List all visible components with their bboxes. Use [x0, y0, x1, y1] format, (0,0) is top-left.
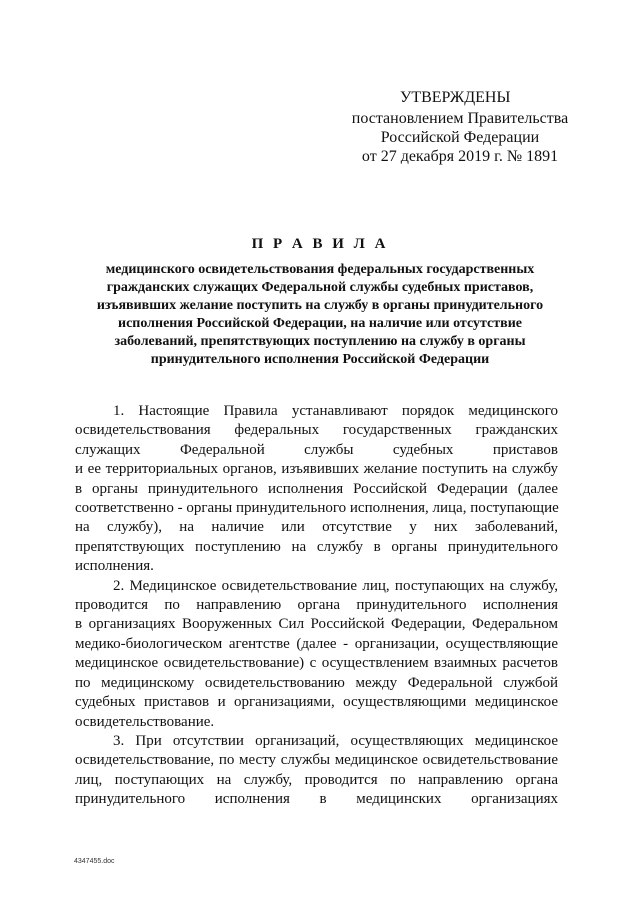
document-body: [75, 402, 558, 810]
text-line: в органы принудительного исполнения Российской Федерации (далее: [75, 480, 558, 497]
text-line: освидетельствование.: [75, 713, 215, 730]
text-line: 3. При отсутствии организаций, осуществляющих медицинское: [113, 732, 558, 749]
text-line: соответственно - органы принудительного исполнения, лица, поступающие: [75, 500, 559, 517]
subtitle-line: гражданских служащих Федеральной службы судебных приставов,: [106, 280, 534, 295]
text-line: 1. Настоящие Правила устанавливают порядок медицинского: [113, 403, 558, 419]
subtitle-line: изъявивших желание поступить на службу в органы принудительного: [96, 298, 544, 313]
text-line: препятствующих поступлению на службу в органы принудительного: [75, 538, 558, 555]
text-line: лиц, поступающих на службу, проводится по направлению органа: [75, 771, 558, 788]
document-title: П Р А В И Л А: [251, 236, 389, 252]
subtitle-line: медицинского освидетельствования федеральных государственных: [105, 262, 535, 277]
text-line: медико-биологическом агентстве (далее - организации, осуществляющие: [75, 635, 558, 652]
text-line: судебных приставов и организациями, осуществляющими медицинское: [75, 694, 558, 711]
text-line: освидетельствования федеральных государственных гражданских: [75, 422, 558, 439]
paragraph-3: [75, 732, 558, 810]
text-line: в организациях Вооруженных Сил Российской Федерации, Федеральном: [75, 616, 558, 633]
approved-title: УТВЕРЖДЕНЫ: [400, 89, 511, 106]
text-line: освидетельствование, по месту службы медицинское освидетельствование: [75, 752, 558, 769]
text-line: проводится по направлению органа принудительного исполнения: [75, 597, 558, 614]
text-line: медицинское освидетельствование) с осуществлением взаимных расчетов: [75, 655, 558, 672]
text-line: по медицинскому освидетельствованию между Федеральной службой: [75, 674, 558, 691]
paragraph-1: [75, 402, 558, 577]
subtitle-line: принудительного исполнения Российской Федерации: [150, 352, 490, 367]
subtitle-line: исполнения Российской Федерации, на наличие или отсутствие: [118, 316, 522, 331]
approval-block: [330, 88, 590, 166]
footer-file-code: 4347455.doc: [74, 858, 115, 865]
text-line: принудительного исполнения в медицинских организациях: [75, 791, 558, 808]
paragraph-2: [75, 577, 558, 732]
text-line: на службу), на наличие или отсутствие у них заболеваний,: [75, 519, 558, 536]
approval-line: Российской Федерации: [380, 129, 540, 146]
approval-line: от 27 декабря 2019 г. № 1891: [361, 148, 559, 165]
text-line: и ее территориальных органов, изъявивших желание поступить на службу: [75, 461, 558, 478]
text-line: 2. Медицинское освидетельствование лиц, поступающих на службу,: [113, 577, 558, 594]
text-line: служащих Федеральной службы судебных приставов: [75, 441, 558, 458]
subtitle-line: заболеваний, препятствующих поступлению на службу в органы: [114, 334, 526, 349]
document-subtitle: [82, 261, 558, 369]
text-line: исполнения.: [75, 558, 154, 575]
approval-line: постановлением Правительства: [351, 110, 569, 127]
